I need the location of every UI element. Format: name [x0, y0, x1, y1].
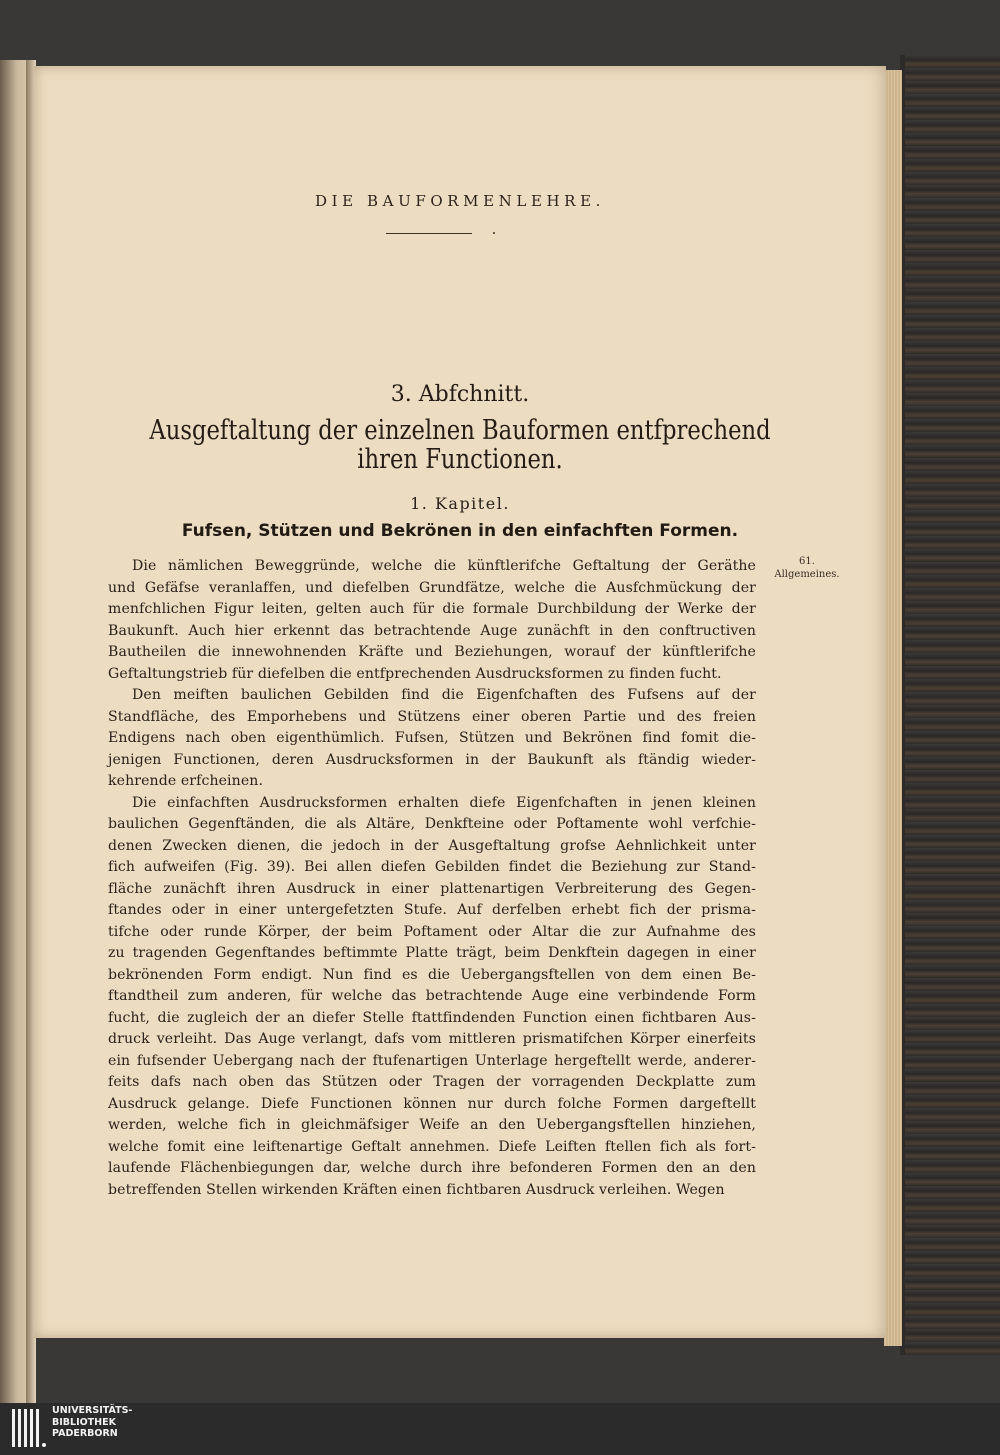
- text-line: denen Zwecken dienen, die jedoch in der Ausgeftaltung grofse Aehnlichkeit unter: [108, 837, 756, 854]
- text-line: fläche zunächft ihren Ausdruck in einer plattenartigen Verbreiterung des Gegen-: [108, 880, 756, 897]
- text-line: tifche oder runde Körper, der beim Poftament oder Altar die zur Aufnahme des: [108, 923, 756, 940]
- text-line: Die einfachften Ausdrucksformen erhalten diefe Eigenfchaften in jenen kleinen: [132, 794, 756, 811]
- text-line: Bautheilen die innewohnenden Kräfte und Beziehungen, worauf der künftlerifche: [108, 644, 756, 660]
- section-title-line-1: Ausgeftaltung der einzelnen Bauformen entfprechend: [149, 415, 771, 446]
- running-head: DIE BAUFORMENLEHRE.: [314, 192, 605, 210]
- text-line: ftandtheil zum anderen, für welche das betrachtende Auge eine verbindende Form: [108, 988, 756, 1004]
- chapter-label: 1. Kapitel.: [410, 494, 510, 513]
- margin-note: [762, 555, 852, 581]
- text-line: und Gefäfse veranlaffen, und diefelben Grundfätze, welche die Ausfchmückung der: [108, 579, 756, 596]
- text-line: druck verleiht. Das Auge verlangt, dafs vom mittleren prismatifchen Körper einerfeits: [108, 1031, 756, 1047]
- paragraph: [108, 685, 756, 793]
- text-line: Baukunft. Auch hier erkennt das betrachtende Auge zunächft in den conftructiven: [108, 622, 756, 639]
- left-page-edge: [0, 60, 28, 1405]
- footer-bar: [0, 1403, 1000, 1455]
- body-text: [108, 556, 756, 1201]
- section-title-line-2: ihren Functionen.: [357, 444, 563, 475]
- page-stack-edge: [884, 70, 902, 1346]
- head-dot: [493, 232, 495, 234]
- text-line: fucht, die zugleich der an diefer Stelle ftattfindenden Function einen fichtbaren Aus-: [108, 1009, 756, 1026]
- text-line: Den meiften baulichen Gebilden find die Eigenfchaften des Fufsens auf der: [132, 687, 756, 703]
- text-line: jenigen Functionen, deren Ausdrucksformen in der Baukunft als ftändig wieder-: [108, 751, 756, 768]
- text-line: fich aufweifen (Fig. 39). Bei allen diefen Gebilden findet die Beziehung zur Stand-: [108, 859, 756, 875]
- text-line: zu tragenden Gegenftandes beftimmte Platte trägt, beim Denkftein dagegen in einer: [108, 945, 756, 961]
- text-line: baulichen Gegenftänden, die als Altäre, Denkfteine oder Poftamente wohl verfchie-: [108, 816, 756, 832]
- text-line: feits dafs nach oben das Stützen oder Tragen der vorragenden Deckplatte zum: [108, 1074, 756, 1090]
- paragraph: [108, 556, 756, 685]
- section-title: [102, 416, 818, 474]
- text-line: ftandes oder in einer untergefetzten Stufe. Auf derfelben erhebt fich der prisma-: [108, 902, 756, 918]
- library-logo-icon: [10, 1405, 46, 1451]
- chapter-title: Fufsen, Stützen und Bekrönen in den einfachften Formen.: [181, 521, 739, 541]
- text-line: Ausdruck gelange. Diefe Functionen können nur durch folche Formen dargeftellt: [108, 1095, 756, 1112]
- text-line: Geftaltungstrieb für diefelben die entfprechenden Ausdrucksformen zu finden fucht.: [108, 665, 722, 682]
- library-name-line-1: UNIVERSITÄTS-: [52, 1405, 133, 1416]
- library-name: [52, 1405, 132, 1440]
- head-rule: [386, 233, 472, 234]
- text-line: kehrende erfcheinen.: [108, 773, 264, 789]
- text-line: Standfläche, des Emporhebens und Stützens einer oberen Partie und des freien: [108, 708, 756, 725]
- text-line: laufende Flächenbiegungen dar, welche durch ihre befonderen Formen den an den: [108, 1160, 756, 1176]
- paragraph: [108, 793, 756, 1202]
- section-number: 3. Abfchnitt.: [390, 382, 530, 407]
- book-page: [34, 66, 886, 1338]
- text-line: Die nämlichen Beweggründe, welche die künftlerifche Geftaltung der Geräthe: [132, 558, 756, 574]
- text-line: ein fufsender Uebergang nach der ftufenartigen Unterlage hergeftellt werde, anderer-: [108, 1052, 756, 1069]
- book-cover-cloth: [905, 55, 1000, 1355]
- library-name-line-3: PADERBORN: [52, 1428, 118, 1439]
- text-line: Endigens nach oben eigenthümlich. Fufsen, Stützen und Bekrönen find fomit die-: [108, 730, 756, 746]
- margin-note-number: 61.: [799, 556, 815, 567]
- library-name-line-2: BIBLIOTHEK: [52, 1416, 116, 1428]
- text-line: betreffenden Stellen wirkenden Kräften einen fichtbaren Ausdruck verleihen. Wegen: [108, 1181, 725, 1198]
- text-line: bekrönenden Form endigt. Nun find es die Uebergangsftellen von dem einen Be-: [108, 966, 756, 983]
- text-line: werden, welche fich in gleichmäfsiger Weife an den Uebergangsftellen hinziehen,: [108, 1117, 756, 1133]
- text-line: welche fomit eine leiftenartige Geftalt annehmen. Diefe Leiften ftellen fich als fort-: [108, 1138, 756, 1155]
- margin-note-label: Allgemeines.: [774, 569, 840, 580]
- text-line: menfchlichen Figur leiten, gelten auch für die formale Durchbildung der Werke der: [108, 601, 756, 617]
